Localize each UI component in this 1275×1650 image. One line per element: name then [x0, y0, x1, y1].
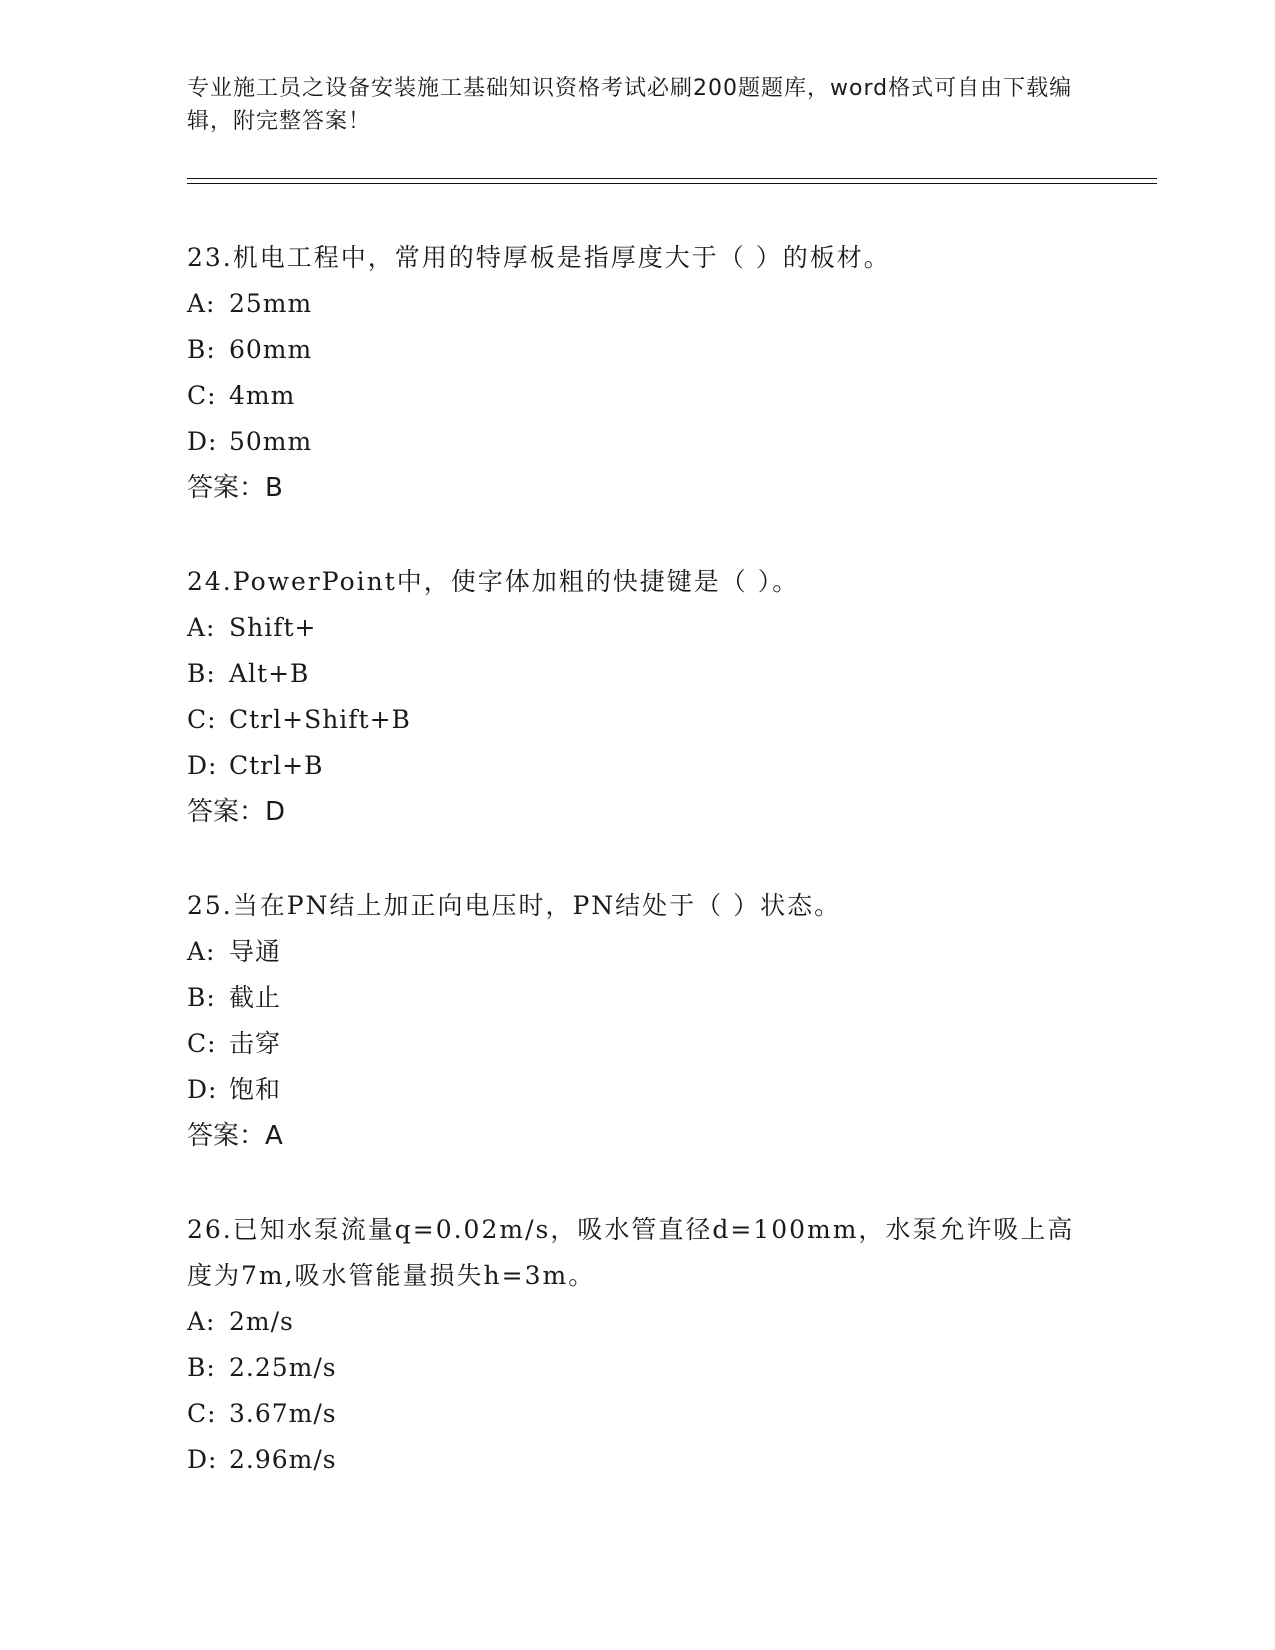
- question-item: [187, 1207, 1087, 1483]
- option-text: 3.67m/s: [229, 1399, 337, 1428]
- document-header: 专业施工员之设备安装施工基础知识资格考试必刷200题题库，word格式可自由下载编辑，附完整答案！: [187, 76, 1073, 134]
- option-text: Alt+B: [229, 659, 310, 688]
- option-letter: D:: [187, 1075, 218, 1104]
- option-a: [187, 929, 1087, 975]
- option-letter: D:: [187, 751, 218, 780]
- option-a: [187, 605, 1087, 651]
- option-letter: B:: [187, 983, 216, 1012]
- option-text: 50mm: [229, 427, 313, 456]
- option-text: 4mm: [229, 381, 296, 410]
- option-text: Shift+: [229, 613, 317, 642]
- option-a: [187, 1299, 1087, 1345]
- option-letter: A:: [187, 1307, 216, 1336]
- option-letter: D:: [187, 427, 218, 456]
- option-d: [187, 419, 1087, 465]
- option-text: 2.25m/s: [229, 1353, 337, 1382]
- option-c: [187, 697, 1087, 743]
- option-letter: B:: [187, 335, 216, 364]
- question-item: [187, 883, 1087, 1158]
- option-letter: C:: [187, 1399, 217, 1428]
- option-d: [187, 743, 1087, 789]
- option-letter: C:: [187, 705, 217, 734]
- option-letter: B:: [187, 1353, 216, 1382]
- option-letter: A:: [187, 289, 216, 318]
- option-b: [187, 651, 1087, 697]
- option-c: [187, 1391, 1087, 1437]
- option-text: 25mm: [229, 289, 313, 318]
- question-item: [187, 235, 1087, 510]
- option-c: [187, 1021, 1087, 1067]
- option-letter: A:: [187, 613, 216, 642]
- option-b: [187, 327, 1087, 373]
- option-text: 2m/s: [229, 1307, 294, 1336]
- option-a: [187, 281, 1087, 327]
- option-text: 60mm: [229, 335, 313, 364]
- question-stem: 23.机电工程中，常用的特厚板是指厚度大于（ ）的板材。: [187, 243, 891, 272]
- question-stem: 25.当在PN结上加正向电压时，PN结处于（ ）状态。: [187, 891, 842, 920]
- answer-line: 答案：B: [187, 473, 283, 503]
- header-rule-top: [187, 178, 1157, 179]
- header-rule-bottom: [187, 183, 1157, 184]
- option-b: [187, 1345, 1087, 1391]
- option-letter: C:: [187, 381, 217, 410]
- option-letter: B:: [187, 659, 216, 688]
- option-d: [187, 1437, 1087, 1483]
- question-stem: 26.已知水泵流量q=0.02m/s，吸水管直径d=100mm，水泵允许吸上高度为7m,吸水管能量损失h=3m。: [187, 1215, 1075, 1290]
- option-letter: C:: [187, 1029, 217, 1058]
- option-text: Ctrl+B: [229, 751, 324, 780]
- option-text: 2.96m/s: [229, 1445, 337, 1474]
- option-b: [187, 975, 1087, 1021]
- option-text: 击穿: [229, 1029, 282, 1058]
- option-letter: A:: [187, 937, 216, 966]
- answer-line: 答案：A: [187, 1121, 283, 1151]
- option-c: [187, 373, 1087, 419]
- option-text: 饱和: [229, 1075, 282, 1104]
- option-text: 截止: [229, 983, 282, 1012]
- answer-line: 答案：D: [187, 797, 286, 827]
- option-text: Ctrl+Shift+B: [229, 705, 411, 734]
- question-list: [187, 235, 1087, 1532]
- option-letter: D:: [187, 1445, 218, 1474]
- option-text: 导通: [229, 937, 282, 966]
- question-item: [187, 559, 1087, 834]
- option-d: [187, 1067, 1087, 1113]
- question-stem: 24.PowerPoint中，使字体加粗的快捷键是（ ）。: [187, 567, 800, 596]
